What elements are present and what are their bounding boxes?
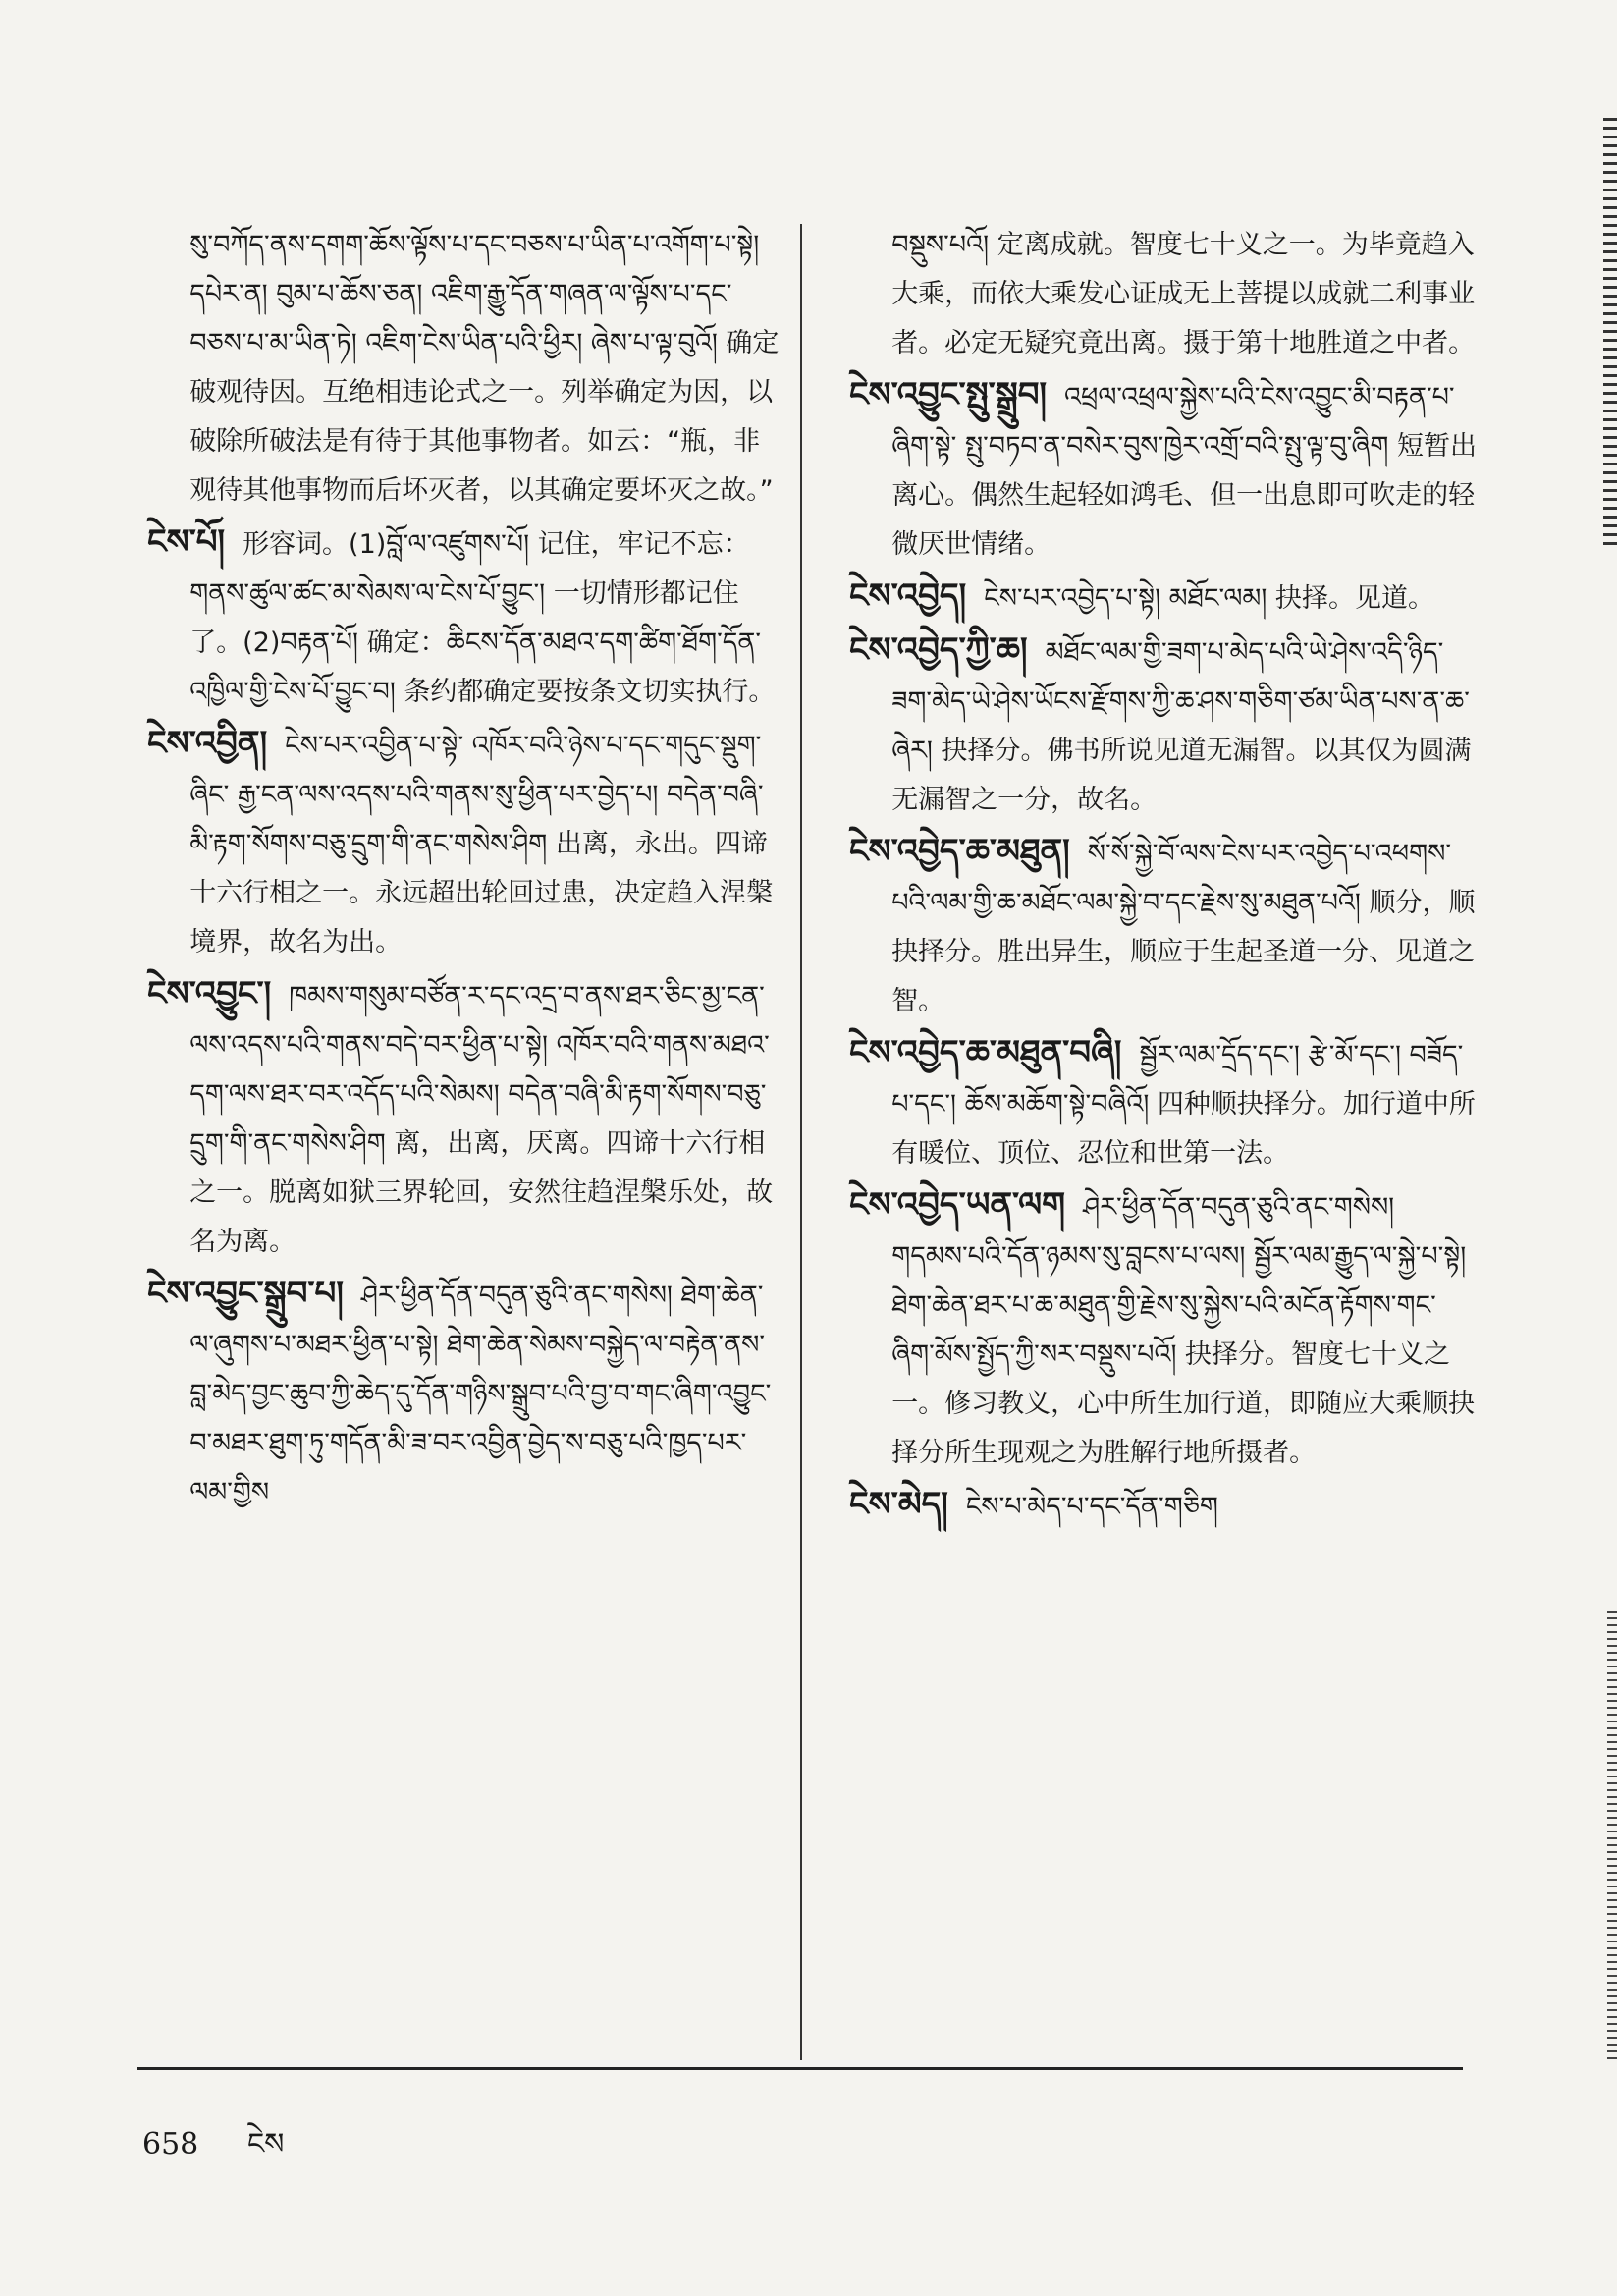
entry-text: 形容词。(1)བློ་ལ་འཛུགས་པོ། 记住，牢记不忘：གནས་ཚུལ་ཚང་མ་སེམས་ལ་ངེས་པོ་བྱུང་། 一切情形都记住了。(2)བརྟན་པོ། 确定：ཆིངས་དོན་མཐའ་དག་ཚིག་ཐོག་དོན་འཁྱིལ་གྱི་ངེས་པོ་བྱུང་བ། 条约都确定要按条文切实执行。: [189, 529, 776, 707]
headword: ངེས་འབྱུང་སྤུ་སྒྲུབ།: [849, 375, 1048, 414]
entry-text: སུ་བཀོད་ནས་དགག་ཆོས་ལྟོས་པ་དང་བཅས་པ་ཡིན་པ་འགོག་པ་སྟེ། དཔེར་ན། བུམ་པ་ཆོས་ཅན། འཇིག་རྒྱུ་དོན་གཞན་ལ་ལྟོས་པ་དང་བཅས་པ་མ་ཡིན་ཏེ། འཇིག་ངེས་ཡིན་པའི་ཕྱིར། ཞེས་པ་ལྟ་བུའོ། 确定破观待因。互绝相违论式之一。列举确定为因，以破除所破法是有待于其他事物者。如云：“瓶，非观待其他事物而后坏灭者，以其确定要坏灭之故。”: [189, 230, 780, 506]
entry-text: ཤེར་ཕྱིན་དོན་བདུན་ཅུའི་ནང་གསེས། ཐེག་ཆེན་ལ་ཞུགས་པ་མཐར་ཕྱིན་པ་སྟེ། ཐེག་ཆེན་སེམས་བསྐྱེད་ལ་བརྟེན་ནས་བླ་མེད་བྱང་ཆུབ་ཀྱི་ཆེད་དུ་དོན་གཉིས་སྒྲུབ་པའི་བྱ་བ་གང་ཞིག་འབྱུང་བ་མཐར་ཐུག་ཏུ་གདོན་མི་ཟ་བར་འབྱིན་བྱེད་ས་བཅུ་པའི་ཁྱད་པར་ལམ་གྱིས: [189, 1281, 772, 1507]
left-column: [147, 221, 785, 1519]
headword: ངེས་པོ།: [147, 522, 226, 562]
entry-text: བསྡུས་པའོ། 定离成就。智度七十义之一。为毕竟趋入大乘，而依大乘发心证成无上菩提以成就二利事业者。必定无疑究竟出离。摄于第十地胜道之中者。: [891, 230, 1476, 358]
entry-text: མཐོང་ལམ་གྱི་ཟག་པ་མེད་པའི་ཡེ་ཤེས་འདི་ཉིད་ཟག་མེད་ཡེ་ཤེས་ཡོངས་རྫོགས་ཀྱི་ཆ་ཤས་གཅིག་ཙམ་ཡིན་པས་ན་ཆ་ཞེར། 抉择分。佛书所说见道无漏智。以其仅为圆满无漏智之一分，故名。: [891, 637, 1472, 815]
headword: ངེས་འབྱིན།: [147, 724, 268, 763]
entry-continuation: [849, 221, 1478, 368]
dictionary-entry: [147, 518, 785, 717]
entry-text: ངེས་པར་འབྱེད་པ་སྟེ། མཐོང་ལམ། 抉择。见道。: [984, 583, 1434, 614]
headword: ངེས་འབྱུང་།: [147, 974, 272, 1013]
dictionary-entry: [849, 1180, 1478, 1478]
entry-text: ངེས་པ་མེད་པ་དང་དོན་གཅིག: [965, 1492, 1218, 1522]
dictionary-entry: [849, 827, 1478, 1026]
dictionary-entry: [849, 626, 1478, 825]
column-divider: [800, 224, 802, 2060]
headword: ངེས་འབྱེད་ཆ་མཐུན།: [849, 832, 1070, 871]
entry-text: འཕྲལ་འཕྲལ་སྐྱེས་པའི་ངེས་འབྱུང་མི་བརྟན་པ་ཞིག་སྟེ་ སྤུ་བཏབ་ན་བསེར་བུས་ཁྱེར་འགྲོ་བའི་སྤུ་ལྟ་བུ་ཞིག 短暂出离心。偶然生起轻如鸿毛、但一出息即可吹走的轻微厌世情绪。: [891, 382, 1477, 560]
headword: ངེས་འབྱེད་ཆ་མཐུན་བཞི།: [849, 1033, 1122, 1072]
running-head: ངེས: [246, 2127, 285, 2161]
right-column: [849, 221, 1478, 1534]
dictionary-entry: [849, 370, 1478, 570]
footer-rule: [137, 2067, 1463, 2070]
dictionary-entry: [147, 969, 785, 1267]
scan-edge-marks: [1603, 118, 1617, 550]
entry-text: ངེས་པར་འབྱིན་པ་སྟེ་ འཁོར་བའི་ཉེས་པ་དང་གདུང་སྡུག་ཞིང་ རྒྱ་ངན་ལས་འདས་པའི་གནས་སུ་ཕྱིན་པར་བྱེད་པ། བདེན་བཞི་མི་རྟག་སོགས་བཅུ་དྲུག་གི་ནང་གསེས་ཤིག 出离，永出。四谛十六行相之一。永远超出轮回过患，决定趋入涅槃境界，故名为出。: [189, 731, 774, 957]
entry-text: ཤེར་ཕྱིན་དོན་བདུན་ཅུའི་ནང་གསེས། གདམས་པའི་དོན་ཉམས་སུ་བླངས་པ་ལས། སྦྱོར་ལམ་རྒྱུད་ལ་སྐྱེ་པ་སྟེ། ཐེག་ཆེན་ཐར་པ་ཆ་མཐུན་གྱི་རྗེས་སུ་སྐྱེས་པའི་མངོན་རྟོགས་གང་ཞིག་མོས་སྤྱོད་ཀྱི་སར་བསྡུས་པའོ། 抉择分。智度七十义之一。修习教义，心中所生加行道，即随应大乘顺抉择分所生现观之为胜解行地所摄者。: [891, 1192, 1476, 1468]
headword: ངེས་མེད།: [849, 1485, 948, 1524]
dictionary-entry: [849, 572, 1478, 624]
page-number: 658: [142, 2127, 199, 2161]
page-footer: [142, 2111, 323, 2194]
dictionary-entry: [147, 1269, 785, 1517]
headword: ངེས་འབྱེད་ཀྱི་ཆ།: [849, 630, 1028, 670]
entry-text: ཁམས་གསུམ་བཙོན་ར་དང་འདྲ་བ་ནས་ཐར་ཅིང་མྱ་ངན་ལས་འདས་པའི་གནས་བདེ་བར་ཕྱིན་པ་སྟེ། འཁོར་བའི་གནས་མཐའ་དག་ལས་ཐར་བར་འདོད་པའི་སེམས། བདེན་བཞི་མི་རྟག་སོགས་བཅུ་དྲུག་གི་ནང་གསེས་ཤིག 离，出离，厌离。四谛十六行相之一。脱离如狱三界轮回，安然往趋涅槃乐处，故名为离。: [189, 981, 774, 1257]
dictionary-entry: [147, 719, 785, 967]
headword: ངེས་འབྱེད་ཡན་ལག: [849, 1185, 1066, 1225]
scan-edge-marks-lower: [1607, 1611, 1617, 2062]
dictionary-entry: [849, 1480, 1478, 1532]
entry-text: སོ་སོ་སྐྱེ་བོ་ལས་ངེས་པར་འབྱེད་པ་འཕགས་པའི་ལམ་གྱི་ཆ་མཐོང་ལམ་སྐྱེ་བ་དང་རྗེས་སུ་མཐུན་པའོ། 顺分，顺抉择分。胜出异生，顺应于生起圣道一分、见道之智。: [891, 839, 1476, 1016]
dictionary-entry: [849, 1028, 1478, 1178]
entry-text: སྦྱོར་ལམ་དྲོད་དང་། རྩེ་མོ་དང་། བཟོད་པ་དང་། ཆོས་མཆོག་སྟེ་བཞིའོ། 四种顺抉择分。加行道中所有暖位、顶位、忍位和世第一法。: [891, 1040, 1476, 1169]
headword: ངེས་འབྱེད།: [849, 576, 967, 616]
entry-continuation: [147, 221, 785, 516]
headword: ངེས་འབྱུང་སྒྲུབ་པ།: [147, 1274, 344, 1313]
